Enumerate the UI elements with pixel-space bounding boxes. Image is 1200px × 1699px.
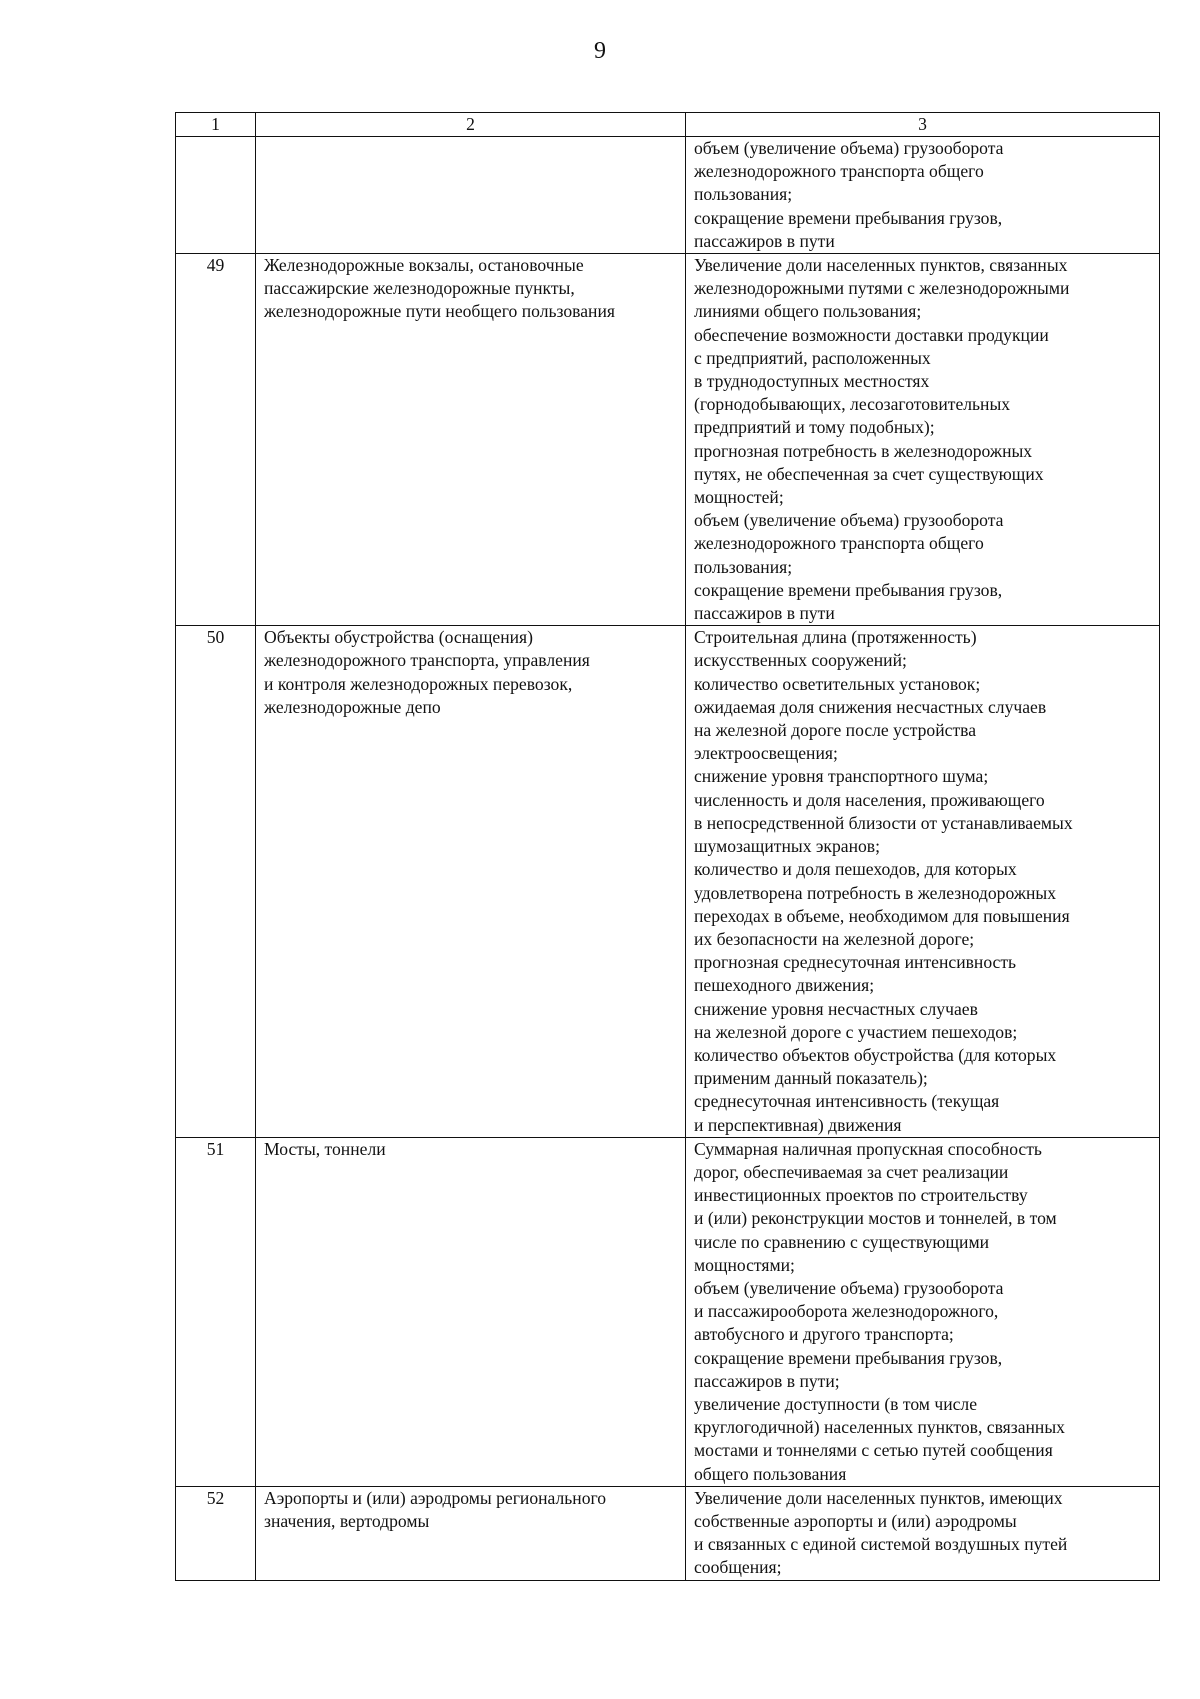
text-line: пассажиров в пути; <box>694 1370 840 1391</box>
object-name-cell <box>256 626 686 1137</box>
text-line: путях, не обеспеченная за счет существующих <box>694 463 1044 484</box>
text-line: Суммарная наличная пропускная способность <box>694 1138 1042 1159</box>
text-line: железнодорожные пути необщего пользования <box>264 301 615 322</box>
column-header-3: 3 <box>686 113 1160 137</box>
text-line: Объекты обустройства (оснащения) <box>264 627 533 648</box>
continuation-name-cell <box>256 137 686 254</box>
text-line: сообщения; <box>694 1557 782 1578</box>
text-line: сокращение времени пребывания грузов, <box>694 207 1003 228</box>
continuation-indicators-cell <box>686 137 1160 254</box>
text-line: пешеходного движения; <box>694 975 875 996</box>
indicators-cell <box>686 254 1160 626</box>
text-line: обеспечение возможности доставки продукции <box>694 324 1049 345</box>
text-line: и перспективная) движения <box>694 1114 902 1135</box>
text-line: пользования; <box>694 556 793 577</box>
text-line: Увеличение доли населенных пунктов, связанных <box>694 255 1068 276</box>
text-line: и связанных с единой системой воздушных путей <box>694 1534 1068 1555</box>
text-line: с предприятий, расположенных <box>694 347 931 368</box>
text-line: (горнодобывающих, лесозаготовительных <box>694 394 1011 415</box>
text-line: снижение уровня транспортного шума; <box>694 766 989 787</box>
text-line: ожидаемая доля снижения несчастных случаев <box>694 696 1047 717</box>
indicators-cell <box>686 1486 1160 1580</box>
text-line: Увеличение доли населенных пунктов, имеющих <box>694 1487 1063 1508</box>
text-line: прогнозная среднесуточная интенсивность <box>694 952 1017 973</box>
text-line: прогнозная потребность в железнодорожных <box>694 440 1033 461</box>
text-line: линиями общего пользования; <box>694 301 922 322</box>
text-line: Мосты, тоннели <box>264 1138 386 1159</box>
text-line: пассажиров в пути <box>694 230 835 251</box>
text-line: среднесуточная интенсивность (текущая <box>694 1091 1000 1112</box>
column-header-1: 1 <box>176 113 256 137</box>
text-line: инвестиционных проектов по строительству <box>694 1185 1028 1206</box>
text-line: переходах в объеме, необходимом для повышения <box>694 905 1070 926</box>
continuation-num-cell <box>176 137 256 254</box>
text-line: электроосвещения; <box>694 743 838 764</box>
text-line: объем (увеличение объема) грузооборота <box>694 1277 1004 1298</box>
text-line: сокращение времени пребывания грузов, <box>694 1347 1003 1368</box>
row-number: 50 <box>176 626 256 1137</box>
text-line: в непосредственной близости от устанавливаемых <box>694 812 1073 833</box>
text-line: предприятий и тому подобных); <box>694 417 935 438</box>
text-line: сокращение времени пребывания грузов, <box>694 579 1003 600</box>
text-line: и пассажирооборота железнодорожного, <box>694 1301 999 1322</box>
text-line: мощностей; <box>694 487 784 508</box>
text-line: круглогодичной) населенных пунктов, связанных <box>694 1417 1065 1438</box>
object-name-cell <box>256 254 686 626</box>
page-number: 9 <box>594 38 606 64</box>
row-number: 51 <box>176 1137 256 1486</box>
text-line: железнодорожного транспорта общего <box>694 161 984 182</box>
text-line: искусственных сооружений; <box>694 650 907 671</box>
text-line: численность и доля населения, проживающего <box>694 789 1045 810</box>
text-line: и (или) реконструкции мостов и тоннелей, в том <box>694 1208 1057 1229</box>
object-name-cell <box>256 1486 686 1580</box>
text-line: увеличение доступности (в том числе <box>694 1393 978 1414</box>
text-line: мостами и тоннелями с сетью путей сообщения <box>694 1440 1053 1461</box>
text-line: их безопасности на железной дороге; <box>694 928 975 949</box>
table-row <box>176 254 1160 626</box>
text-line: пользования; <box>694 184 793 205</box>
text-line: пассажирские железнодорожные пункты, <box>264 278 575 299</box>
text-line: Железнодорожные вокзалы, остановочные <box>264 255 584 276</box>
text-line: числе по сравнению с существующими <box>694 1231 990 1252</box>
indicators-cell <box>686 626 1160 1137</box>
text-line: на железной дороге с участием пешеходов; <box>694 1021 1018 1042</box>
text-line: железнодорожного транспорта, управления <box>264 650 590 671</box>
text-line: объем (увеличение объема) грузооборота <box>694 138 1004 158</box>
table-header-row <box>176 113 1160 137</box>
text-line: объем (увеличение объема) грузооборота <box>694 510 1004 531</box>
text-line: в труднодоступных местностях <box>694 371 930 392</box>
continuation-row <box>176 137 1160 254</box>
table-row <box>176 1137 1160 1486</box>
table-row <box>176 626 1160 1137</box>
text-line: автобусного и другого транспорта; <box>694 1324 954 1345</box>
text-line: шумозащитных экранов; <box>694 836 880 857</box>
column-header-2: 2 <box>256 113 686 137</box>
text-line: количество и доля пешеходов, для которых <box>694 859 1017 880</box>
text-line: железнодорожными путями с железнодорожными <box>694 278 1070 299</box>
table-body <box>176 137 1160 1581</box>
text-line: количество осветительных установок; <box>694 673 981 694</box>
text-line: железнодорожные депо <box>264 696 441 717</box>
text-line: применим данный показатель); <box>694 1068 928 1089</box>
text-line: удовлетворена потребность в железнодорожных <box>694 882 1057 903</box>
row-number: 49 <box>176 254 256 626</box>
text-line: на железной дороге после устройства <box>694 720 977 741</box>
object-name-cell <box>256 1137 686 1486</box>
text-line: Аэропорты и (или) аэродромы регионального <box>264 1487 607 1508</box>
text-line: количество объектов обустройства (для которых <box>694 1044 1057 1065</box>
text-line: мощностями; <box>694 1254 795 1275</box>
text-line: Строительная длина (протяженность) <box>694 627 977 648</box>
table-row <box>176 1486 1160 1580</box>
text-line: железнодорожного транспорта общего <box>694 533 984 554</box>
text-line: общего пользования <box>694 1463 847 1484</box>
text-line: собственные аэропорты и (или) аэродромы <box>694 1510 1017 1531</box>
text-line: и контроля железнодорожных перевозок, <box>264 673 573 694</box>
row-number: 52 <box>176 1486 256 1580</box>
text-line: снижение уровня несчастных случаев <box>694 998 978 1019</box>
text-line: дорог, обеспечиваемая за счет реализации <box>694 1161 1009 1182</box>
indicators-table <box>175 112 1160 1581</box>
text-line: значения, вертодромы <box>264 1510 430 1531</box>
indicators-cell <box>686 1137 1160 1486</box>
text-line: пассажиров в пути <box>694 603 835 624</box>
